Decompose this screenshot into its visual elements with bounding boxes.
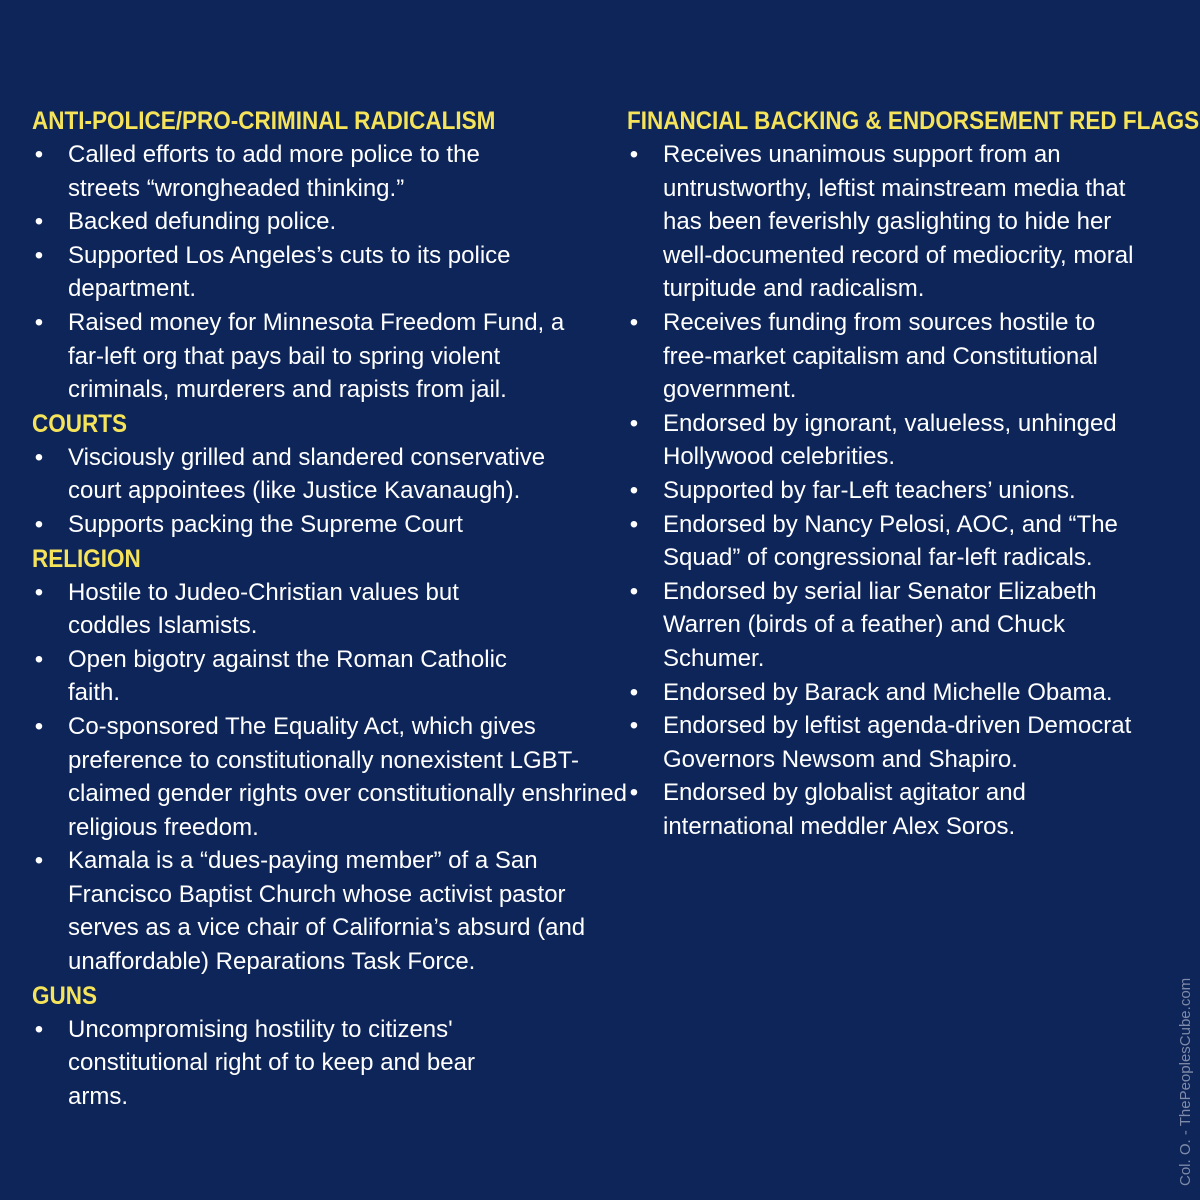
section-guns (32, 979, 592, 1114)
bullet-icon: • (34, 1015, 44, 1043)
bullet-icon: • (34, 141, 44, 168)
bullet-icon: • (629, 141, 639, 168)
list-item: • Supported by far-Left teachers’ unions. (627, 474, 1172, 508)
list-item: • Endorsed by serial liar Senator Elizabeth Warren (birds of a feather) and Chuck Schumer. (627, 575, 1133, 676)
bullet-list (32, 138, 592, 407)
section-heading: GUNS (32, 981, 98, 1010)
bullet-icon: • (629, 308, 639, 336)
section-anti-police (32, 104, 592, 407)
list-item: • Endorsed by ignorant, valueless, unhinged Hollywood celebrities. (627, 407, 1153, 474)
list-item: • Visciously grilled and slandered conservative court appointees (like Justice Kavanaugh). (32, 441, 588, 508)
left-column (32, 104, 627, 1113)
bullet-icon: • (34, 645, 44, 673)
section-courts (32, 407, 592, 542)
bullet-icon: • (34, 443, 44, 471)
bullet-icon: • (34, 241, 44, 269)
bullet-icon: • (34, 712, 44, 740)
bullet-list (32, 441, 592, 542)
bullet-icon: • (629, 712, 639, 740)
bullet-list (32, 576, 627, 979)
bullet-icon: • (629, 510, 639, 538)
bullet-icon: • (34, 578, 44, 606)
bullet-list (627, 138, 1172, 843)
section-financial-backing (627, 104, 1200, 843)
bullet-icon: • (34, 510, 44, 538)
list-item: • Backed defunding police. (32, 205, 592, 239)
right-column (627, 104, 1200, 843)
list-item: • Supported Los Angeles’s cuts to its police department. (32, 239, 548, 306)
list-item: • Hostile to Judeo-Christian values but coddles Islamists. (32, 576, 508, 643)
list-item: • Endorsed by Barack and Michelle Obama. (627, 676, 1172, 710)
bullet-icon: • (34, 308, 44, 336)
section-religion (32, 542, 627, 979)
credit-watermark: Col. O. - ThePeoplesCube.com (1177, 977, 1194, 1186)
section-heading: ANTI-POLICE/PRO-CRIMINAL RADICALISM (32, 107, 496, 135)
list-item: • Open bigotry against the Roman Catholic faith. (32, 643, 548, 710)
bullet-list (32, 1013, 592, 1114)
list-item: • Receives unanimous support from an untrustworthy, leftist mainstream media that has been feverishly gaslighting to hide her well-documented record of mediocrity, moral turpitude and radicalism. (627, 138, 1163, 306)
list-item: • Co-sponsored The Equality Act, which gives preference to constitutionally nonexistent LGBT-claimed gender rights over constitutionally enshrined religious freedom. (32, 710, 628, 844)
list-item: • Uncompromising hostility to citizens' constitutional right of to keep and bear arms. (32, 1013, 538, 1114)
bullet-icon: • (629, 678, 639, 706)
bullet-icon: • (34, 208, 44, 236)
bullet-icon: • (629, 476, 639, 504)
list-item: • Receives funding from sources hostile to free-market capitalism and Constitutional government. (627, 306, 1143, 407)
list-item: • Endorsed by leftist agenda-driven Democrat Governors Newsom and Shapiro. (627, 709, 1183, 776)
list-item: • Raised money for Minnesota Freedom Fund, a far-left org that pays bail to spring violent criminals, murderers and rapists from jail. (32, 306, 568, 407)
bullet-icon: • (34, 847, 44, 875)
list-item: • Endorsed by globalist agitator and international meddler Alex Soros. (627, 776, 1083, 843)
list-item: • Kamala is a “dues-paying member” of a San Francisco Baptist Church whose activist pastor serves as a vice chair of California’s absurd (and unaffordable) Reparations Task Force. (32, 844, 608, 978)
list-item: • Called efforts to add more police to the streets “wrongheaded thinking.” (32, 138, 488, 205)
section-heading: COURTS (32, 409, 128, 438)
section-heading: RELIGION (32, 544, 141, 573)
bullet-icon: • (629, 779, 639, 807)
bullet-icon: • (629, 577, 639, 605)
list-item: • Supports packing the Supreme Court (32, 508, 592, 542)
bullet-icon: • (629, 409, 639, 437)
section-heading: FINANCIAL BACKING & ENDORSEMENT RED FLAGS (627, 107, 1200, 135)
list-item: • Endorsed by Nancy Pelosi, AOC, and “The Squad” of congressional far-left radicals. (627, 508, 1143, 575)
